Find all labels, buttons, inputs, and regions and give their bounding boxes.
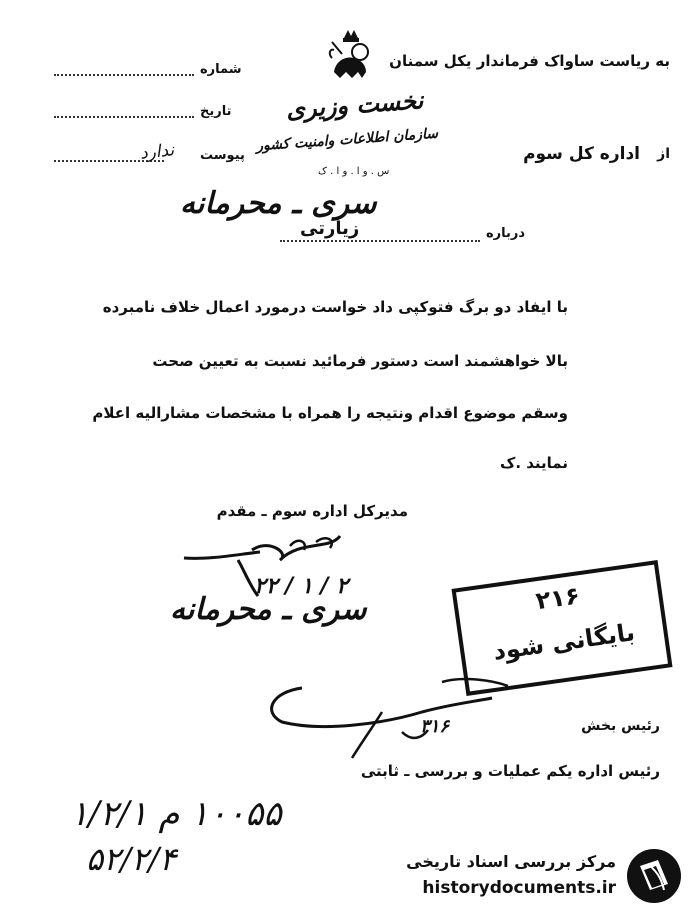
stamp-text: بایگانی شود	[491, 618, 637, 666]
footer-title: مرکز بررسی اسناد تاریخی	[406, 852, 616, 871]
archive-logo-icon	[624, 846, 684, 906]
classification-handwritten: سری ـ محرمانه	[180, 186, 377, 221]
chief-label: رئیس بخش	[581, 718, 660, 734]
body-line: بالا خواهشمند است دستور فرمائید نسبت به تعیین صحت	[152, 352, 568, 370]
attachment-value: ندارد	[139, 140, 176, 164]
recipient-line: به ریاست ساواک فرماندار یکل سمنان	[389, 52, 670, 70]
org-name: نخست وزیری	[285, 85, 425, 124]
handwritten-date: ۲۲ / ۱ / ۲	[254, 574, 348, 599]
chief-ref: ۳۱۶	[420, 716, 450, 737]
handwritten-classification: سری ـ محرمانه	[170, 592, 367, 627]
body-line: وسقم موضوع اقدام ونتیجه را همراه با مشخصات مشارالیه اعلام	[92, 404, 568, 422]
number-label: شماره	[200, 62, 242, 77]
approval-scribble	[262, 672, 522, 762]
signer-title: مدیرکل اداره سوم ـ مقدم	[216, 502, 408, 520]
handwritten-note-2: ۵۲/۲/۴	[86, 840, 177, 878]
org-subname: سازمان اطلاعات وامنیت کشور	[255, 125, 439, 155]
subject-field-line	[280, 240, 480, 242]
stamp-number: ۲۱۶	[534, 581, 582, 616]
from-label: از	[657, 146, 670, 162]
attachment-label: پیوست	[200, 148, 245, 163]
handwritten-note-1: ۱۰۰۵۵ م ۱/۲/۱	[70, 794, 282, 834]
footer-url: historydocuments.ir	[422, 878, 616, 898]
subject-value: زیارتی	[300, 218, 360, 239]
dept-head-line: رئیس اداره یکم عملیات و بررسی ـ ثابتی	[360, 762, 660, 780]
number-field-line	[54, 74, 194, 76]
lion-and-sun-emblem	[322, 28, 380, 86]
date-field-line	[54, 116, 194, 118]
from-value: اداره کل سوم	[523, 144, 640, 164]
subject-label: درباره	[486, 226, 526, 241]
body-line: با ایفاد دو برگ فتوکپی داد خواست درمورد اعمال خلاف نامبرده	[102, 298, 568, 316]
date-label: تاریخ	[200, 104, 232, 119]
org-code: س . و ا . و ا . ک	[318, 166, 390, 177]
body-line: نمایند .ک	[499, 454, 568, 472]
